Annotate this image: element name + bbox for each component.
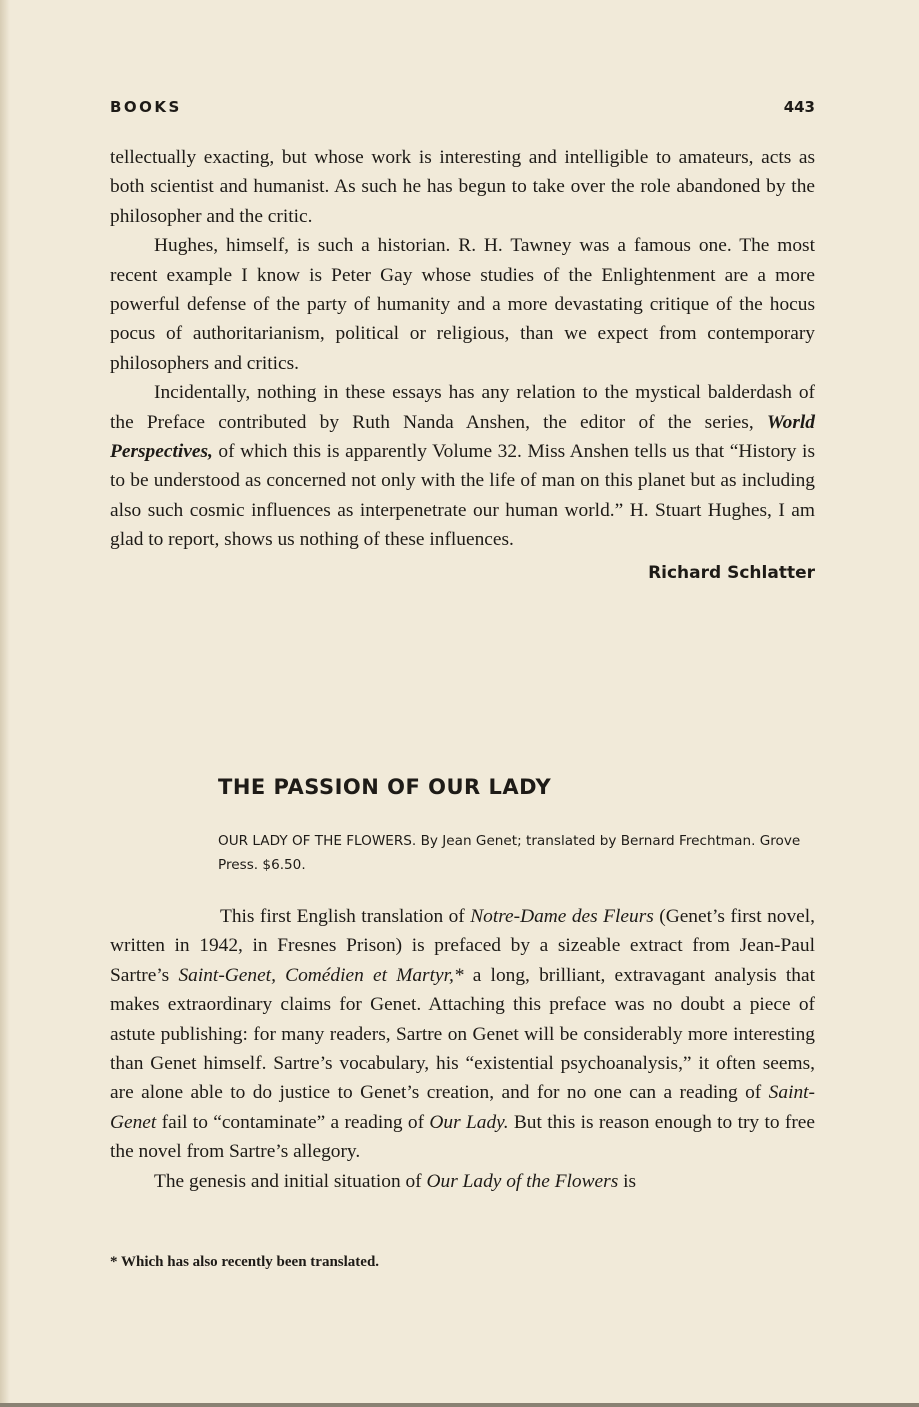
page-edge-shadow [0,0,10,1407]
text-run: This first English translation of [220,906,471,927]
text-run: of which this is apparently Volume 32. Miss Anshen tells us that “History is to be understood as concerned not only with the life of man on this planet but as including also such cosmic influences as interpenetrate our human world.” H. Stuart Hughes, I am glad to report, shows us nothing of these influences. [110,441,815,551]
text-run: Incidentally, nothing in these essays has any relation to the mystical balderdash of the Preface contributed by Ruth Nanda Anshen, the editor of the series, [110,382,815,433]
footnote: * Which has also recently been translated. [110,1254,380,1270]
paragraph [110,902,815,1167]
reviewer-signature: Richard Schlatter [648,562,815,583]
book-title-italic: Our Lady of the Flowers [426,1170,619,1192]
text-run: fail to “contaminate” a reading of [156,1111,430,1133]
section-title: BOOKS [110,98,182,116]
book-title-italic: Notre-Dame des Fleurs [470,906,654,927]
book-citation: OUR LADY OF THE FLOWERS. By Jean Genet; translated by Bernard Frechtman. Grove Press. $6.50. [218,833,801,873]
text-run: a long, brilliant, extravagant analysis that makes extraordinary claims for Genet. Attaching this preface was no doubt a piece of astute publishing: for many readers, Sartre on Genet will be considerably more interesting than Genet himself. Sartre’s vocabulary, his “existential psychoanalysis,” it often seems, are alone able to do justice to Genet’s creation, and for no one can a reading of [110,964,815,1104]
book-title-italic: Saint-Genet [110,1082,815,1133]
review-1-body [110,143,815,588]
review-2-body [110,902,815,1196]
text-run: But this is reason enough to try to free the novel from Sartre’s allegory. [110,1111,815,1163]
page-bottom-edge [0,1403,919,1407]
paragraph: tellectually exacting, but whose work is interesting and intelligible to amateurs, acts as both scientist and humanist. As such he has begun to take over the role abandoned by the philosopher and the critic. [110,147,815,227]
running-head [110,98,815,116]
review-title: THE PASSION OF OUR LADY [218,775,552,799]
text-run: (Genet’s first novel, written in 1942, in Fresnes Prison) is prefaced by a sizeable extract from Jean-Paul Sartre’s [110,906,815,986]
text-run: The genesis and initial situation of [154,1170,427,1192]
text-run: is [618,1170,637,1192]
book-title-italic: Our Lady. [429,1111,509,1133]
page-number: 443 [783,98,815,116]
series-title: World Perspectives, [110,411,815,463]
book-title-italic: Saint-Genet, Comédien et Martyr,* [178,964,464,986]
paragraph [110,1167,815,1196]
paragraph: Hughes, himself, is such a historian. R. H. Tawney was a famous one. The most recent example I know is Peter Gay whose studies of the Enlightenment are a more powerful defense of the party of humanity and a more devastating critique of the hocus pocus of authoritarianism, political or religious, than we expect from contemporary philosophers and critics. [110,235,815,374]
paragraph [110,378,815,554]
